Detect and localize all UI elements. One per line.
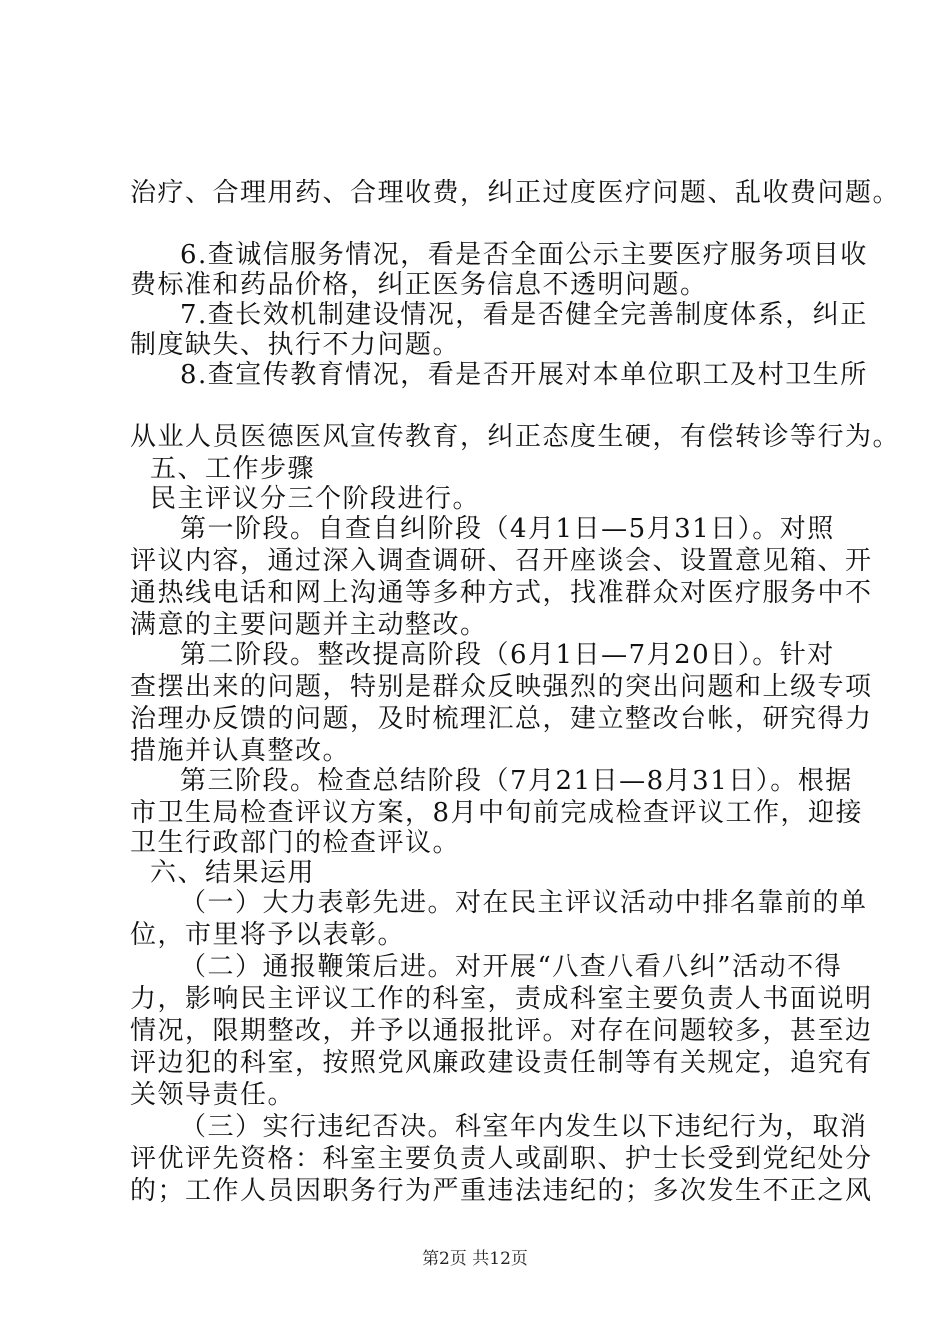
text-line: 制度缺失、执行不力问题。 <box>130 330 461 360</box>
text-line: （一）大力表彰先进。对在民主评议活动中排名靠前的单 <box>180 888 868 918</box>
text-line: 位，市里将予以表彰。 <box>130 920 406 950</box>
section-heading: 五、工作步骤 <box>150 454 316 484</box>
text-line: 第二阶段。整改提高阶段（6月1日—7月20日）。针对 <box>180 640 835 670</box>
text-line: 市卫生局检查评议方案，8月中旬前完成检查评议工作，迎接 <box>130 798 864 828</box>
text-line: 治疗、合理用药、合理收费，纠正过度医疗问题、乱收费问题。 <box>130 178 901 208</box>
section-heading: 六、结果运用 <box>150 858 316 888</box>
text-line: 8.查宣传教育情况，看是否开展对本单位职工及村卫生所 <box>180 360 868 390</box>
text-line: 第三阶段。检查总结阶段（7月21日—8月31日）。根据 <box>180 766 853 796</box>
text-line: 关领导责任。 <box>130 1080 296 1110</box>
text-line: 评优评先资格：科室主要负责人或副职、护士长受到党纪处分 <box>130 1144 873 1174</box>
text-line: 情况，限期整改，并予以通报批评。对存在问题较多，甚至边 <box>130 1016 873 1046</box>
text-line: 治理办反馈的问题，及时梳理汇总，建立整改台帐，研究得力 <box>130 704 873 734</box>
text-line: 民主评议分三个阶段进行。 <box>150 484 481 514</box>
text-line: 7.查长效机制建设情况，看是否健全完善制度体系，纠正 <box>180 300 868 330</box>
text-line: 措施并认真整改。 <box>130 736 351 766</box>
text-line: 满意的主要问题并主动整改。 <box>130 610 488 640</box>
text-line: 第一阶段。自查自纠阶段（4月1日—5月31日）。对照 <box>180 514 835 544</box>
text-line: 通热线电话和网上沟通等多种方式，找准群众对医疗服务中不 <box>130 578 873 608</box>
text-line: 费标准和药品价格，纠正医务信息不透明问题。 <box>130 270 708 300</box>
text-line: 从业人员医德医风宣传教育，纠正态度生硬，有偿转诊等行为。 <box>130 422 901 452</box>
text-line: （二）通报鞭策后进。对开展“八查八看八纠”活动不得 <box>180 952 843 982</box>
page-footer: 第2页 共12页 <box>422 1249 528 1269</box>
text-line: 评议内容，通过深入调查调研、召开座谈会、设置意见箱、开 <box>130 546 873 576</box>
text-line: 评边犯的科室，按照党风廉政建设责任制等有关规定，追究有 <box>130 1048 873 1078</box>
text-line: 6.查诚信服务情况，看是否全面公示主要医疗服务项目收 <box>180 240 868 270</box>
text-line: （三）实行违纪否决。科室年内发生以下违纪行为，取消 <box>180 1112 868 1142</box>
text-line: 查摆出来的问题，特别是群众反映强烈的突出问题和上级专项 <box>130 672 873 702</box>
text-line: 卫生行政部门的检查评议。 <box>130 828 461 858</box>
text-line: 力，影响民主评议工作的科室，责成科室主要负责人书面说明 <box>130 984 873 1014</box>
text-line: 的；工作人员因职务行为严重违法违纪的；多次发生不正之风 <box>130 1176 873 1206</box>
